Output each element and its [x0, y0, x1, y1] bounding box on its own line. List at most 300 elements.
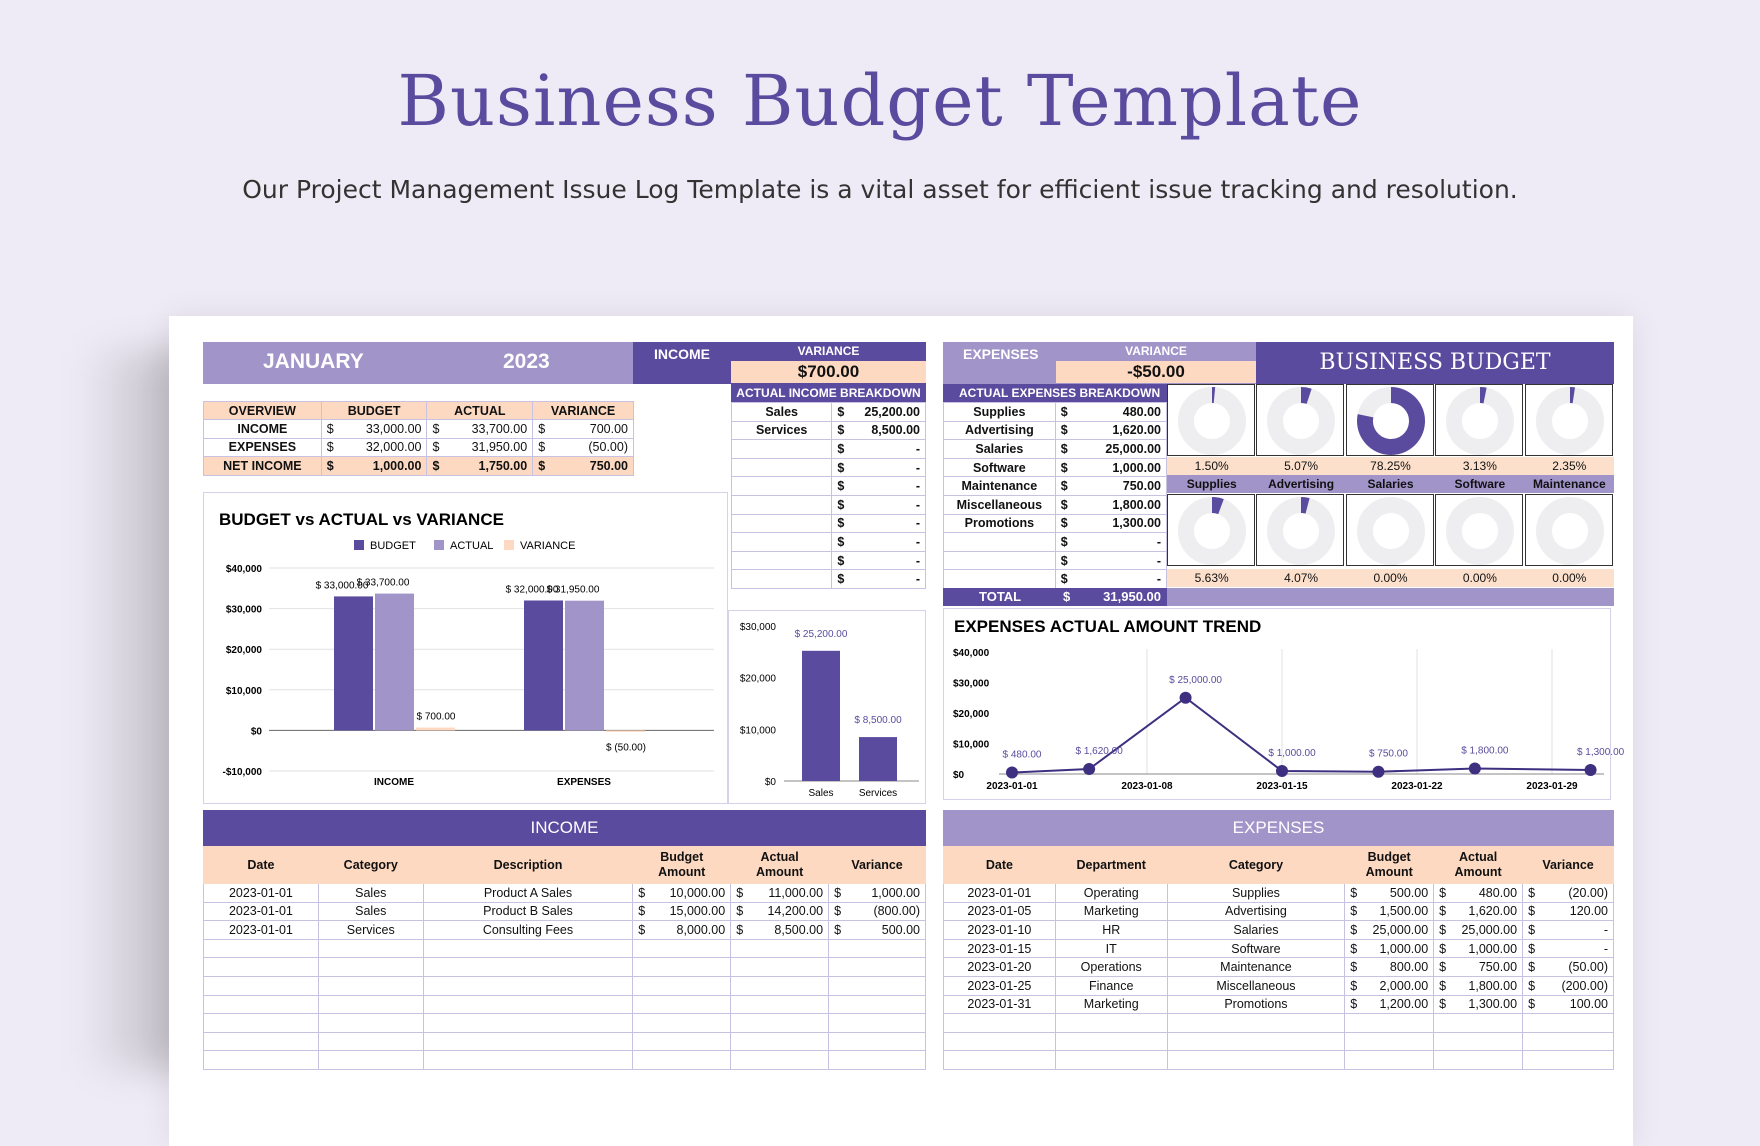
text-cell[interactable]: 2023-01-01 [944, 884, 1056, 903]
column-header[interactable]: Category [318, 847, 423, 884]
text-cell[interactable]: Salaries [1167, 921, 1345, 940]
text-cell[interactable]: Finance [1055, 976, 1167, 995]
currency-symbol: $ [1528, 960, 1535, 974]
overview-budget[interactable] [321, 457, 427, 476]
overview-actual[interactable] [427, 420, 533, 439]
empty-cell[interactable] [423, 976, 633, 995]
breakdown-value[interactable] [1055, 570, 1166, 589]
donut-chart [1346, 494, 1434, 566]
amount-value: 33,000.00 [366, 422, 422, 436]
text-cell[interactable]: Maintenance [1167, 958, 1345, 977]
text-cell[interactable]: 2023-01-01 [204, 921, 319, 940]
column-header[interactable]: Actual Amount [1434, 847, 1523, 884]
column-header[interactable]: Budget Amount [633, 847, 731, 884]
money-cell[interactable] [1434, 921, 1523, 940]
breakdown-value[interactable] [832, 403, 926, 422]
empty-cell[interactable] [731, 1032, 829, 1051]
empty-cell[interactable] [318, 958, 423, 977]
breakdown-label[interactable]: Sales [732, 403, 832, 422]
overview-row [204, 438, 634, 457]
empty-cell[interactable] [1167, 1051, 1345, 1070]
overview-label[interactable]: EXPENSES [204, 438, 322, 457]
income-breakdown-row [732, 477, 926, 496]
money-cell[interactable] [829, 902, 926, 921]
currency-symbol: $ [1439, 960, 1446, 974]
currency-symbol: $ [736, 923, 743, 937]
y-tick-label: $30,000 [226, 605, 263, 616]
empty-cell[interactable] [829, 976, 926, 995]
donut-percent: 78.25% [1346, 457, 1435, 475]
text-cell[interactable]: 2023-01-01 [204, 902, 319, 921]
empty-cell[interactable] [1055, 1032, 1167, 1051]
empty-cell[interactable] [318, 995, 423, 1014]
money-cell[interactable] [829, 884, 926, 903]
data-label: $ (50.00) [606, 742, 646, 753]
empty-cell[interactable] [944, 1014, 1056, 1033]
legend-swatch [354, 540, 364, 550]
empty-cell[interactable] [731, 939, 829, 958]
breakdown-label[interactable]: Software [944, 458, 1056, 477]
breakdown-label[interactable] [732, 458, 832, 477]
currency-symbol: $ [736, 886, 743, 900]
currency-symbol: $ [1061, 461, 1068, 475]
text-cell[interactable]: 2023-01-15 [944, 939, 1056, 958]
breakdown-label[interactable] [732, 514, 832, 533]
breakdown-value[interactable] [1055, 403, 1166, 422]
column-header[interactable]: Actual Amount [731, 847, 829, 884]
empty-cell[interactable] [1167, 1014, 1345, 1033]
text-cell[interactable]: 2023-01-20 [944, 958, 1056, 977]
empty-cell[interactable] [204, 1032, 319, 1051]
x-tick-label: INCOME [374, 777, 414, 788]
empty-cell[interactable] [1434, 1014, 1523, 1033]
money-cell[interactable] [731, 902, 829, 921]
text-cell[interactable]: 2023-01-05 [944, 902, 1056, 921]
column-header[interactable]: Description [423, 847, 633, 884]
income-breakdown-row [732, 514, 926, 533]
data-label: $ 1,800.00 [1461, 746, 1509, 757]
donut-percent: 3.13% [1435, 457, 1524, 475]
empty-cell[interactable] [633, 976, 731, 995]
money-cell[interactable] [1523, 939, 1614, 958]
amount-value: - [1157, 572, 1161, 586]
money-cell[interactable] [1434, 958, 1523, 977]
money-cell[interactable] [1523, 958, 1614, 977]
empty-cell[interactable] [1434, 1032, 1523, 1051]
amount-value: - [916, 535, 920, 549]
money-cell[interactable] [1345, 976, 1434, 995]
currency-symbol: $ [1439, 904, 1446, 918]
empty-cell[interactable] [731, 958, 829, 977]
empty-cell[interactable] [1345, 1051, 1434, 1070]
breakdown-label[interactable]: Services [732, 421, 832, 440]
text-cell[interactable]: Product A Sales [423, 884, 633, 903]
amount-value: 8,000.00 [677, 923, 726, 937]
empty-cell[interactable] [204, 976, 319, 995]
donut-percent: 0.00% [1525, 569, 1614, 587]
money-cell[interactable] [731, 884, 829, 903]
empty-cell[interactable] [829, 1014, 926, 1033]
data-label: $ 700.00 [417, 712, 456, 723]
empty-cell[interactable] [423, 1014, 633, 1033]
currency-symbol: $ [837, 479, 844, 493]
donut-category: Software [1435, 475, 1524, 493]
breakdown-label[interactable]: Miscellaneous [944, 495, 1056, 514]
column-header[interactable]: Variance [1523, 847, 1614, 884]
data-label: $ 31,950.00 [547, 585, 600, 596]
amount-value: 32,000.00 [366, 440, 422, 454]
amount-value: 2,000.00 [1379, 979, 1428, 993]
currency-symbol: $ [638, 923, 645, 937]
income-breakdown-title: ACTUAL INCOME BREAKDOWN [731, 384, 926, 402]
empty-cell[interactable] [633, 1051, 731, 1070]
amount-value: - [916, 554, 920, 568]
empty-row [944, 1014, 1614, 1033]
donut-chart [1435, 384, 1523, 456]
text-cell[interactable]: IT [1055, 939, 1167, 958]
donut-percent: 0.00% [1346, 569, 1435, 587]
overview-budget[interactable] [321, 438, 427, 457]
money-cell[interactable] [1523, 902, 1614, 921]
donut-category: Supplies [1167, 475, 1256, 493]
money-cell[interactable] [1345, 995, 1434, 1014]
breakdown-value[interactable] [1055, 495, 1166, 514]
text-cell[interactable]: Product B Sales [423, 902, 633, 921]
currency-symbol: $ [1439, 942, 1446, 956]
currency-symbol: $ [432, 422, 439, 436]
donut-slice [1301, 395, 1309, 396]
column-header[interactable]: Variance [829, 847, 926, 884]
y-tick-label: $0 [765, 777, 777, 788]
money-cell[interactable] [1434, 995, 1523, 1014]
money-cell[interactable] [1345, 958, 1434, 977]
breakdown-label[interactable] [732, 440, 832, 459]
empty-row [204, 1014, 926, 1033]
breakdown-label[interactable]: Maintenance [944, 477, 1056, 496]
breakdown-value[interactable] [832, 551, 926, 570]
text-cell[interactable]: Supplies [1167, 884, 1345, 903]
empty-cell[interactable] [633, 995, 731, 1014]
empty-cell[interactable] [829, 939, 926, 958]
amount-value: 1,000.00 [373, 459, 422, 473]
empty-cell[interactable] [731, 1051, 829, 1070]
money-cell[interactable] [1523, 995, 1614, 1014]
text-cell[interactable]: HR [1055, 921, 1167, 940]
empty-cell[interactable] [1523, 1051, 1614, 1070]
y-tick-label: $40,000 [226, 564, 263, 575]
text-cell[interactable]: 2023-01-25 [944, 976, 1056, 995]
column-header[interactable]: Department [1055, 847, 1167, 884]
amount-value: 1,300.00 [1468, 997, 1517, 1011]
money-cell[interactable] [1345, 902, 1434, 921]
empty-cell[interactable] [423, 1032, 633, 1051]
breakdown-label[interactable] [732, 533, 832, 552]
overview-header[interactable]: VARIANCE [533, 402, 634, 420]
data-point [1276, 765, 1288, 777]
breakdown-value[interactable] [1055, 440, 1166, 459]
amount-value: - [1157, 554, 1161, 568]
column-header[interactable]: Date [204, 847, 319, 884]
breakdown-label[interactable]: Supplies [944, 403, 1056, 422]
year-label: 2023 [503, 350, 550, 374]
empty-cell[interactable] [1345, 1032, 1434, 1051]
currency-symbol: $ [1061, 479, 1068, 493]
data-point [1006, 767, 1018, 779]
amount-value: 500.00 [1390, 886, 1428, 900]
currency-symbol: $ [837, 423, 844, 437]
empty-cell[interactable] [829, 995, 926, 1014]
table-header-row [944, 847, 1614, 884]
money-cell[interactable] [1345, 884, 1434, 903]
overview-budget[interactable] [321, 420, 427, 439]
x-tick-label: 2023-01-29 [1526, 781, 1578, 792]
empty-cell[interactable] [204, 958, 319, 977]
money-cell[interactable] [633, 902, 731, 921]
breakdown-value[interactable] [832, 440, 926, 459]
overview-header[interactable]: BUDGET [321, 402, 427, 420]
empty-cell[interactable] [731, 976, 829, 995]
expenses-breakdown-row [944, 495, 1167, 514]
y-tick-label: $40,000 [953, 648, 990, 659]
page-subtitle: Our Project Management Issue Log Template is a vital asset for efficient issue tracking and resolution. [0, 175, 1760, 204]
breakdown-label[interactable] [732, 495, 832, 514]
money-cell[interactable] [1345, 921, 1434, 940]
amount-value: - [916, 516, 920, 530]
budget-chart-panel [203, 492, 728, 804]
overview-row [204, 420, 634, 439]
empty-row [204, 995, 926, 1014]
empty-cell[interactable] [204, 1014, 319, 1033]
text-cell[interactable]: 2023-01-31 [944, 995, 1056, 1014]
text-cell[interactable]: Software [1167, 939, 1345, 958]
donut-percent: 0.00% [1435, 569, 1524, 587]
money-cell[interactable] [829, 921, 926, 940]
empty-cell[interactable] [1055, 1051, 1167, 1070]
money-cell[interactable] [1523, 884, 1614, 903]
overview-header[interactable]: ACTUAL [427, 402, 533, 420]
income-banner-label: INCOME [654, 346, 710, 362]
empty-cell[interactable] [633, 958, 731, 977]
breakdown-label[interactable] [732, 551, 832, 570]
table-row [944, 884, 1614, 903]
overview-label[interactable]: NET INCOME [204, 457, 322, 476]
money-cell[interactable] [633, 921, 731, 940]
overview-variance[interactable] [533, 420, 634, 439]
money-cell[interactable] [1434, 976, 1523, 995]
page-title: Business Budget Template [0, 60, 1760, 142]
money-cell[interactable] [1345, 939, 1434, 958]
breakdown-value[interactable] [832, 514, 926, 533]
amount-value: (20.00) [1568, 886, 1608, 900]
empty-cell[interactable] [1055, 1014, 1167, 1033]
column-header[interactable]: Date [944, 847, 1056, 884]
overview-header[interactable]: OVERVIEW [204, 402, 322, 420]
empty-cell[interactable] [633, 1032, 731, 1051]
y-tick-label: $10,000 [226, 686, 263, 697]
amount-value: 8,500.00 [774, 923, 823, 937]
empty-cell[interactable] [423, 1051, 633, 1070]
money-cell[interactable] [1434, 939, 1523, 958]
donut-percent: 4.07% [1256, 569, 1345, 587]
empty-cell[interactable] [944, 1051, 1056, 1070]
breakdown-label[interactable] [944, 533, 1056, 552]
breakdown-value[interactable] [1055, 477, 1166, 496]
expenses-breakdown-table [943, 402, 1167, 589]
y-tick-label: $20,000 [226, 645, 263, 656]
breakdown-label[interactable] [944, 570, 1056, 589]
breakdown-label[interactable] [732, 477, 832, 496]
currency-symbol: $ [327, 422, 334, 436]
overview-actual[interactable] [427, 457, 533, 476]
currency-symbol: $ [538, 440, 545, 454]
text-cell[interactable]: Operating [1055, 884, 1167, 903]
currency-symbol: $ [837, 572, 844, 586]
overview-actual[interactable] [427, 438, 533, 457]
empty-cell[interactable] [829, 958, 926, 977]
bar [859, 737, 897, 781]
overview-variance[interactable] [533, 457, 634, 476]
money-cell[interactable] [1523, 976, 1614, 995]
breakdown-label[interactable] [944, 551, 1056, 570]
currency-symbol: $ [1350, 997, 1357, 1011]
empty-cell[interactable] [944, 1032, 1056, 1051]
amount-value: (50.00) [1568, 960, 1608, 974]
empty-row [944, 1032, 1614, 1051]
money-cell[interactable] [1523, 921, 1614, 940]
text-cell[interactable]: Miscellaneous [1167, 976, 1345, 995]
overview-label[interactable]: INCOME [204, 420, 322, 439]
text-cell[interactable]: Sales [318, 902, 423, 921]
amount-value: 8,500.00 [871, 423, 920, 437]
empty-cell[interactable] [423, 995, 633, 1014]
empty-cell[interactable] [731, 1014, 829, 1033]
breakdown-value[interactable] [832, 533, 926, 552]
expenses-breakdown-row [944, 514, 1167, 533]
text-cell[interactable]: Sales [318, 884, 423, 903]
breakdown-value[interactable] [1055, 533, 1166, 552]
empty-cell[interactable] [204, 995, 319, 1014]
money-cell[interactable] [731, 921, 829, 940]
breakdown-label[interactable]: Promotions [944, 514, 1056, 533]
currency-symbol: $ [837, 554, 844, 568]
empty-cell[interactable] [318, 1032, 423, 1051]
empty-cell[interactable] [318, 939, 423, 958]
amount-value: - [916, 498, 920, 512]
text-cell[interactable]: 2023-01-01 [204, 884, 319, 903]
data-label: $ 25,200.00 [795, 629, 848, 640]
currency-symbol: $ [1439, 979, 1446, 993]
data-label: $ 8,500.00 [854, 715, 902, 726]
text-cell[interactable]: Promotions [1167, 995, 1345, 1014]
currency-symbol: $ [638, 886, 645, 900]
total-label: TOTAL [979, 588, 1021, 606]
currency-symbol: $ [837, 405, 844, 419]
donut-track [1454, 505, 1506, 557]
donut-percent: 2.35% [1525, 457, 1614, 475]
breakdown-value[interactable] [832, 458, 926, 477]
donut-category: Maintenance [1525, 475, 1614, 493]
column-header[interactable]: Category [1167, 847, 1345, 884]
income-variance-value: $700.00 [731, 361, 926, 383]
empty-cell[interactable] [204, 1051, 319, 1070]
empty-cell[interactable] [731, 995, 829, 1014]
amount-value: - [916, 461, 920, 475]
empty-cell[interactable] [1523, 1014, 1614, 1033]
amount-value: 1,750.00 [479, 459, 528, 473]
amount-value: 25,000.00 [1105, 442, 1161, 456]
breakdown-value[interactable] [832, 421, 926, 440]
money-cell[interactable] [1434, 884, 1523, 903]
currency-symbol: $ [1061, 572, 1068, 586]
money-cell[interactable] [1434, 902, 1523, 921]
data-label: $ 480.00 [1003, 750, 1042, 761]
empty-cell[interactable] [318, 1014, 423, 1033]
empty-cell[interactable] [423, 939, 633, 958]
expenses-breakdown-row [944, 403, 1167, 422]
empty-row [204, 958, 926, 977]
empty-cell[interactable] [829, 1051, 926, 1070]
empty-cell[interactable] [423, 958, 633, 977]
empty-cell[interactable] [1345, 1014, 1434, 1033]
donut-slice [1212, 505, 1221, 507]
breakdown-value[interactable] [832, 477, 926, 496]
text-cell[interactable]: Operations [1055, 958, 1167, 977]
income-breakdown-row [732, 533, 926, 552]
empty-cell[interactable] [829, 1032, 926, 1051]
empty-cell[interactable] [633, 1014, 731, 1033]
empty-cell[interactable] [633, 939, 731, 958]
amount-value: 1,500.00 [1379, 904, 1428, 918]
text-cell[interactable]: Services [318, 921, 423, 940]
y-tick-label: $30,000 [953, 679, 990, 690]
empty-cell[interactable] [204, 939, 319, 958]
empty-cell[interactable] [1167, 1032, 1345, 1051]
expenses-breakdown-title: ACTUAL EXPENSES BREAKDOWN [943, 384, 1167, 402]
empty-cell[interactable] [1434, 1051, 1523, 1070]
breakdown-value[interactable] [1055, 514, 1166, 533]
text-cell[interactable]: Consulting Fees [423, 921, 633, 940]
breakdown-value[interactable] [1055, 421, 1166, 440]
amount-value: 1,000.00 [1112, 461, 1161, 475]
text-cell[interactable]: Advertising [1167, 902, 1345, 921]
x-tick-label: Sales [808, 788, 833, 799]
breakdown-label[interactable] [732, 570, 832, 589]
amount-value: - [1604, 923, 1608, 937]
money-cell[interactable] [633, 884, 731, 903]
breakdown-label[interactable]: Salaries [944, 440, 1056, 459]
breakdown-value[interactable] [1055, 458, 1166, 477]
donut-chart [1256, 494, 1344, 566]
empty-cell[interactable] [318, 1051, 423, 1070]
breakdown-value[interactable] [832, 495, 926, 514]
breakdown-label[interactable]: Advertising [944, 421, 1056, 440]
table-row [944, 921, 1614, 940]
breakdown-value[interactable] [1055, 551, 1166, 570]
empty-cell[interactable] [1523, 1032, 1614, 1051]
column-header[interactable]: Budget Amount [1345, 847, 1434, 884]
expenses-transactions-table [943, 846, 1614, 1070]
bar-budget [524, 600, 563, 730]
legend-label: ACTUAL [450, 540, 493, 552]
empty-cell[interactable] [318, 976, 423, 995]
text-cell[interactable]: Marketing [1055, 995, 1167, 1014]
currency-symbol: $ [1439, 923, 1446, 937]
overview-variance[interactable] [533, 438, 634, 457]
text-cell[interactable]: Marketing [1055, 902, 1167, 921]
breakdown-value[interactable] [832, 570, 926, 589]
text-cell[interactable]: 2023-01-10 [944, 921, 1056, 940]
donut-chart [1525, 384, 1613, 456]
